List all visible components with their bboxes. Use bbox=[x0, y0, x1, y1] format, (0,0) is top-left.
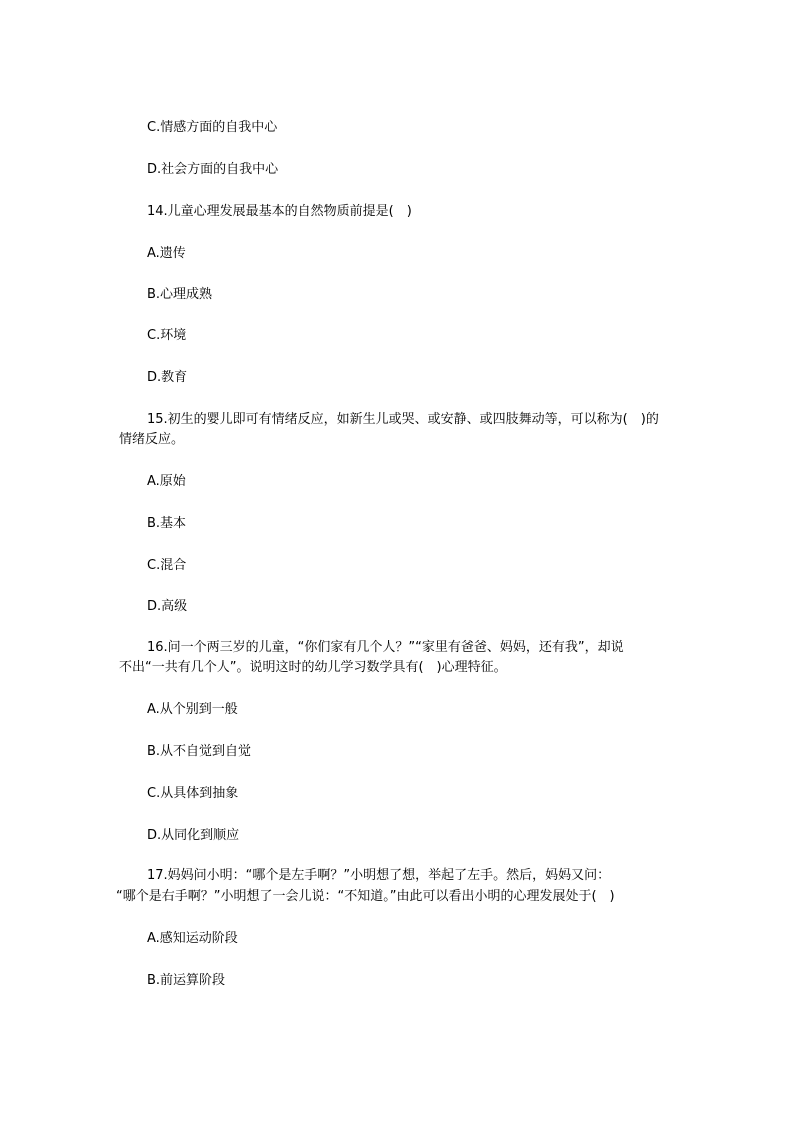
q15-option-a: A.原始 bbox=[147, 474, 186, 489]
q15-option-c: C.混合 bbox=[147, 558, 187, 573]
q16-option-d: D.从同化到顺应 bbox=[147, 828, 240, 843]
q14-option-c: C.环境 bbox=[147, 328, 187, 343]
q14-option-d: D.教育 bbox=[147, 370, 188, 385]
q16-option-c: C.从具体到抽象 bbox=[147, 786, 239, 801]
q17-option-b: B.前运算阶段 bbox=[147, 973, 226, 988]
q17-option-a: A.感知运动阶段 bbox=[147, 931, 238, 946]
question-15-stem-line1: 15.初生的婴儿即可有情绪反应，如新生儿或哭、或安静、或四肢舞动等，可以称为( )的 bbox=[147, 412, 659, 427]
q14-option-b: B.心理成熟 bbox=[147, 287, 213, 302]
q14-option-a: A.遗传 bbox=[147, 246, 186, 261]
question-16-stem-line2: 不出“一共有几个人”。说明这时的幼儿学习数学具有( )心理特征。 bbox=[119, 660, 507, 675]
q16-option-b: B.从不自觉到自觉 bbox=[147, 744, 252, 759]
q15-option-d: D.高级 bbox=[147, 599, 188, 614]
q16-option-a: A.从个别到一般 bbox=[147, 702, 238, 717]
q15-option-b: B.基本 bbox=[147, 516, 187, 531]
question-14-stem: 14.儿童心理发展最基本的自然物质前提是( ) bbox=[147, 204, 412, 219]
option-c-prev: C.情感方面的自我中心 bbox=[147, 120, 278, 135]
question-15-stem-line2: 情绪反应。 bbox=[119, 432, 185, 447]
question-16-stem-line1: 16.问一个两三岁的儿童，“你们家有几个人？”“家里有爸爸、妈妈，还有我”，却说 bbox=[147, 640, 624, 655]
question-17-stem-line1: 17.妈妈问小明：“哪个是左手啊？”小明想了想，举起了左手。然后，妈妈又问： bbox=[147, 868, 611, 883]
option-d-prev: D.社会方面的自我中心 bbox=[147, 162, 279, 177]
question-17-stem-line2: “哪个是右手啊？”小明想了一会儿说：“不知道。”由此可以看出小明的心理发展处于( ) bbox=[116, 889, 615, 904]
